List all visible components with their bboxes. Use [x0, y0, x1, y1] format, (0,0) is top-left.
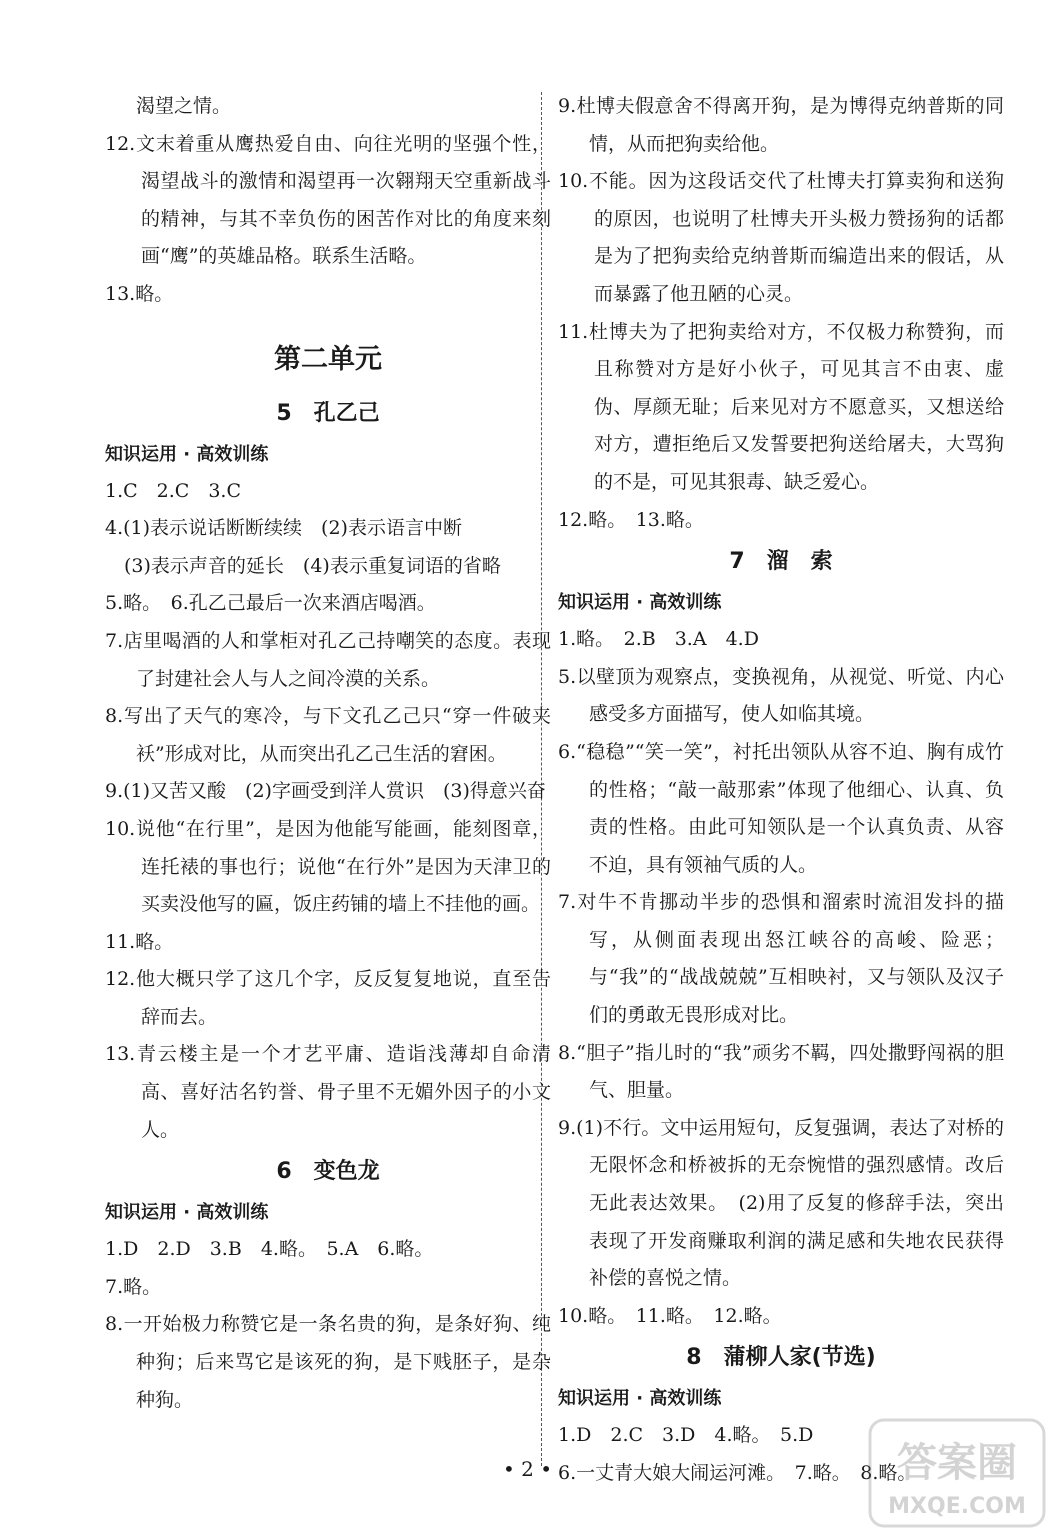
lesson-name: 孔乙己	[313, 400, 380, 426]
watermark-text: 答案圈	[897, 1440, 1017, 1486]
answer-item: 8.“胆子”指儿时的“我”顽劣不羁，四处撒野闯祸的胆气、胆量。	[558, 1041, 1004, 1102]
lesson-title	[558, 1335, 1004, 1381]
answer-item: 9.(1)又苦又酸 (2)字画受到洋人赏识 (3)得意兴奋	[105, 780, 546, 803]
answer-item: 12.略。 13.略。	[558, 508, 704, 531]
answer-item: 13.青云楼主是一个才艺平庸、造诣浅薄却自命清高、喜好沽名钓誉、骨子里不无媚外因子的小文人。	[105, 1043, 551, 1141]
lesson-name: 变色龙	[313, 1159, 380, 1185]
answer-item: 6.“稳稳”“笑一笑”，衬托出领队从容不迫、胸有成竹的性格；“敲一敲那索”体现了他细心、认真、负责的性格。由此可知领队是一个认真负责、从容不迫，具有领袖气质的人。	[558, 740, 1004, 876]
answer-item: 12.文末着重从鹰热爱自由、向往光明的坚强个性，渴望战斗的激情和渴望再一次翱翔天空重新战斗的精神，与其不幸负伤的困苦作对比的角度来刻画“鹰”的英雄品格。联系生活略。	[105, 132, 551, 268]
answer-item: 6.一丈青大娘大闹运河滩。 7.略。 8.略。	[558, 1462, 917, 1484]
lesson-name: 蒲柳人家(节选)	[723, 1345, 876, 1371]
answer-item: 4.(1)表示说话断断续续 (2)表示语言中断	[105, 517, 462, 540]
lesson-title	[105, 391, 551, 437]
answer-item: 13.略。	[105, 282, 174, 305]
right-column	[558, 88, 1004, 1493]
answer-item: 7.略。	[105, 1275, 162, 1298]
answer-item: 9.(1)不行。文中运用短句，反复强调，表达了对桥的无限怀念和桥被拆的无奈惋惜的强烈感情。改后无此表达效果。 (2)用了反复的修辞手法，突出表现了开发商赚取利润的满足感和失地农民获得补偿的喜悦之情。	[558, 1116, 1004, 1290]
answer-item: (3)表示声音的延长 (4)表示重复词语的省略	[124, 554, 501, 577]
lesson-number: 8	[686, 1345, 702, 1371]
section-heading: 知识运用 · 高效训练	[105, 443, 269, 465]
answer-item: 1.D 2.C 3.D 4.略。 5.D	[558, 1424, 814, 1447]
answer-item: 9.杜博夫假意舍不得离开狗，是为博得克纳普斯的同情，从而把狗卖给他。	[558, 95, 1004, 155]
lesson-number: 7	[729, 549, 745, 575]
answer-item: 1.C 2.C 3.C	[105, 479, 241, 502]
lesson-name: 溜 索	[766, 549, 833, 575]
lesson-number: 6	[276, 1159, 292, 1185]
watermark-logo	[868, 1418, 1046, 1528]
watermark-url: MXQE.COM	[888, 1494, 1026, 1519]
answer-item: 10.说他“在行里”，是因为他能写能画，能刻图章，连托裱的事也行；说他“在行外”是因为天津卫的买卖没他写的匾，饭庄药铺的墙上不挂他的画。	[105, 817, 551, 916]
answer-item: 10.不能。因为这段话交代了杜博夫打算卖狗和送狗的原因，也说明了杜博夫开头极力赞扬狗的话都是为了把狗卖给克纳普斯而编造出来的假话，从而暴露了他丑陋的心灵。	[558, 170, 1004, 305]
lesson-title	[558, 539, 1004, 585]
answer-item: 11.略。	[105, 930, 174, 953]
unit-title: 第二单元	[274, 343, 382, 375]
answer-item: 1.D 2.D 3.B 4.略。 5.A 6.略。	[105, 1238, 434, 1261]
lesson-number: 5	[276, 400, 292, 426]
answer-item: 8.写出了天气的寒冷，与下文孔乙己只“穿一件破夹袄”形成对比，从而突出孔乙己生活的窘困。	[105, 705, 551, 765]
lesson-title	[105, 1149, 551, 1195]
answer-item: 渴望之情。	[136, 95, 232, 117]
section-heading: 知识运用 · 高效训练	[558, 1388, 722, 1410]
answer-item: 8.一开始极力称赞它是一条名贵的狗，是条好狗、纯种狗；后来骂它是该死的狗，是下贱胚子，是杂种狗。	[105, 1313, 551, 1411]
answer-item: 11.杜博夫为了把狗卖给对方，不仅极力称赞狗，而且称赞对方是好小伙子，可见其言不由衷、虚伪、厚颜无耻；后来见对方不愿意买，又想送给对方，遭拒绝后又发誓要把狗送给屠夫，大骂狗的不是，可见其狠毒、缺乏爱心。	[558, 320, 1004, 493]
answer-item: 12.他大概只学了这几个字，反反复复地说，直至告辞而去。	[105, 968, 551, 1028]
answer-item: 10.略。 11.略。 12.略。	[558, 1304, 782, 1327]
page-number: • 2 •	[502, 1457, 553, 1481]
answer-item: 5.略。 6.孔乙己最后一次来酒店喝酒。	[105, 592, 436, 615]
answer-item: 7.对牛不肯挪动半步的恐惧和溜索时流泪发抖的描写，从侧面表现出怒江峡谷的高峻、险恶；与“我”的“战战兢兢”互相映衬，又与领队及汉子们的勇敢无畏形成对比。	[558, 891, 1004, 1027]
section-heading: 知识运用 · 高效训练	[105, 1202, 269, 1224]
answer-item: 7.店里喝酒的人和掌柜对孔乙己持嘲笑的态度。表现了封建社会人与人之间冷漠的关系。	[105, 629, 551, 690]
section-heading: 知识运用 · 高效训练	[558, 592, 722, 614]
answer-item: 5.以壁顶为观察点，变换视角，从视觉、听觉、内心感受多方面描写，使人如临其境。	[558, 665, 1004, 726]
left-column	[105, 88, 551, 1419]
answer-item: 1.略。 2.B 3.A 4.D	[558, 628, 759, 651]
